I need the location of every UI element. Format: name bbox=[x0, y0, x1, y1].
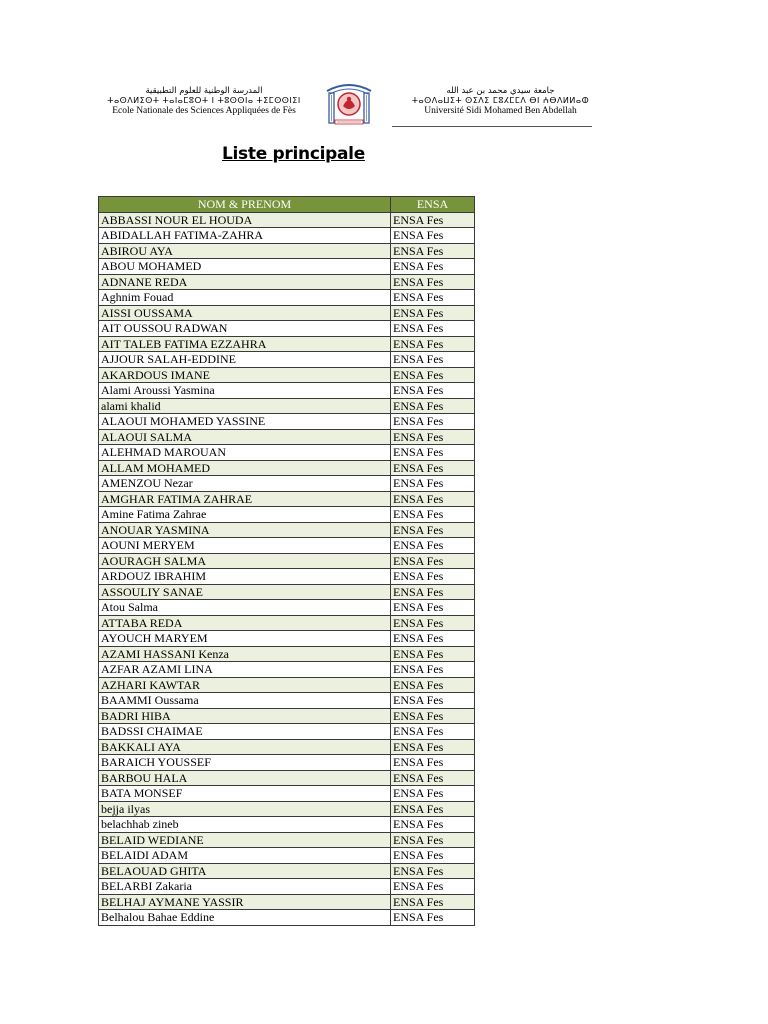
table-row bbox=[99, 522, 475, 538]
table-row bbox=[99, 708, 475, 724]
student-name-cell: Alami Aroussi Yasmina bbox=[99, 383, 391, 399]
table-row bbox=[99, 724, 475, 740]
page-title: Liste principale bbox=[222, 144, 365, 164]
school-cell: ENSA Fes bbox=[391, 739, 475, 755]
school-cell: ENSA Fes bbox=[391, 460, 475, 476]
student-name-cell: AOUNI MERYEM bbox=[99, 538, 391, 554]
school-cell: ENSA Fes bbox=[391, 817, 475, 833]
table-row bbox=[99, 243, 475, 259]
student-name-cell: AIT TALEB FATIMA EZZAHRA bbox=[99, 336, 391, 352]
table-header-row bbox=[99, 197, 475, 213]
university-name-arabic: جامعة سيدي محمد بن عبد الله bbox=[446, 86, 555, 96]
school-cell: ENSA Fes bbox=[391, 615, 475, 631]
university-crest-icon bbox=[321, 77, 377, 129]
table-row bbox=[99, 631, 475, 647]
student-name-cell: alami khalid bbox=[99, 398, 391, 414]
student-name-cell: AMENZOU Nezar bbox=[99, 476, 391, 492]
student-name-cell: AOURAGH SALMA bbox=[99, 553, 391, 569]
table-row bbox=[99, 910, 475, 926]
table-row bbox=[99, 801, 475, 817]
school-cell: ENSA Fes bbox=[391, 383, 475, 399]
column-header-name: NOM & PRENOM bbox=[99, 197, 391, 213]
school-cell: ENSA Fes bbox=[391, 801, 475, 817]
student-name-cell: Atou Salma bbox=[99, 600, 391, 616]
table-row bbox=[99, 894, 475, 910]
student-name-cell: ALAOUI SALMA bbox=[99, 429, 391, 445]
student-name-cell: AYOUCH MARYEM bbox=[99, 631, 391, 647]
table-row bbox=[99, 414, 475, 430]
school-cell: ENSA Fes bbox=[391, 569, 475, 585]
school-cell: ENSA Fes bbox=[391, 476, 475, 492]
university-name-tifinagh: ⵜⴰⵙⴷⴰⵡⵉⵜ ⵙⵉⴷⵉ ⵎⵓⵃⵎⵎⴷ ⴱⵏ ⵄⴱⴷⵍⵍⴰⵀ bbox=[411, 96, 590, 105]
student-name-cell: bejja ilyas bbox=[99, 801, 391, 817]
table-row bbox=[99, 600, 475, 616]
school-cell: ENSA Fes bbox=[391, 212, 475, 228]
student-name-cell: ABIDALLAH FATIMA-ZAHRA bbox=[99, 228, 391, 244]
table-row bbox=[99, 755, 475, 771]
university-header bbox=[408, 86, 593, 117]
student-name-cell: ANOUAR YASMINA bbox=[99, 522, 391, 538]
table-row bbox=[99, 445, 475, 461]
student-name-cell: BELAIDI ADAM bbox=[99, 848, 391, 864]
school-cell: ENSA Fes bbox=[391, 677, 475, 693]
table-row bbox=[99, 553, 475, 569]
student-name-cell: ALLAM MOHAMED bbox=[99, 460, 391, 476]
school-cell: ENSA Fes bbox=[391, 414, 475, 430]
school-cell: ENSA Fes bbox=[391, 538, 475, 554]
student-name-cell: AIT OUSSOU RADWAN bbox=[99, 321, 391, 337]
student-name-cell: BATA MONSEF bbox=[99, 786, 391, 802]
student-name-cell: ABOU MOHAMED bbox=[99, 259, 391, 275]
table-row bbox=[99, 228, 475, 244]
school-cell: ENSA Fes bbox=[391, 879, 475, 895]
table-row bbox=[99, 693, 475, 709]
school-cell: ENSA Fes bbox=[391, 321, 475, 337]
school-cell: ENSA Fes bbox=[391, 693, 475, 709]
student-name-cell: ATTABA REDA bbox=[99, 615, 391, 631]
table-row bbox=[99, 786, 475, 802]
student-name-cell: BELAID WEDIANE bbox=[99, 832, 391, 848]
school-cell: ENSA Fes bbox=[391, 786, 475, 802]
school-cell: ENSA Fes bbox=[391, 445, 475, 461]
school-cell: ENSA Fes bbox=[391, 832, 475, 848]
student-name-cell: BAKKALI AYA bbox=[99, 739, 391, 755]
student-name-cell: ABIROU AYA bbox=[99, 243, 391, 259]
table-row bbox=[99, 398, 475, 414]
student-name-cell: BELAOUAD GHITA bbox=[99, 863, 391, 879]
student-name-cell: AMGHAR FATIMA ZAHRAE bbox=[99, 491, 391, 507]
school-cell: ENSA Fes bbox=[391, 367, 475, 383]
student-name-cell: Amine Fatima Zahrae bbox=[99, 507, 391, 523]
table-row bbox=[99, 352, 475, 368]
student-name-cell: AKARDOUS IMANE bbox=[99, 367, 391, 383]
school-cell: ENSA Fes bbox=[391, 228, 475, 244]
student-name-cell: BARAICH YOUSSEF bbox=[99, 755, 391, 771]
table-row bbox=[99, 538, 475, 554]
school-cell: ENSA Fes bbox=[391, 243, 475, 259]
student-name-cell: BELHAJ AYMANE YASSIR bbox=[99, 894, 391, 910]
table-row bbox=[99, 321, 475, 337]
student-name-cell: AZAMI HASSANI Kenza bbox=[99, 646, 391, 662]
table-row bbox=[99, 305, 475, 321]
header-divider bbox=[392, 126, 592, 127]
table-row bbox=[99, 367, 475, 383]
table-row bbox=[99, 476, 475, 492]
student-name-cell: BADRI HIBA bbox=[99, 708, 391, 724]
school-cell: ENSA Fes bbox=[391, 336, 475, 352]
student-list-table bbox=[98, 196, 475, 926]
school-cell: ENSA Fes bbox=[391, 429, 475, 445]
ensa-header bbox=[104, 86, 304, 117]
table-body bbox=[99, 212, 475, 925]
table-row bbox=[99, 832, 475, 848]
student-name-cell: AZHARI KAWTAR bbox=[99, 677, 391, 693]
table-row bbox=[99, 739, 475, 755]
school-cell: ENSA Fes bbox=[391, 584, 475, 600]
student-name-cell: BARBOU HALA bbox=[99, 770, 391, 786]
student-name-cell: ALAOUI MOHAMED YASSINE bbox=[99, 414, 391, 430]
student-name-cell: AISSI OUSSAMA bbox=[99, 305, 391, 321]
school-cell: ENSA Fes bbox=[391, 708, 475, 724]
table-row bbox=[99, 817, 475, 833]
student-name-cell: Belhalou Bahae Eddine bbox=[99, 910, 391, 926]
school-cell: ENSA Fes bbox=[391, 724, 475, 740]
school-cell: ENSA Fes bbox=[391, 522, 475, 538]
school-cell: ENSA Fes bbox=[391, 894, 475, 910]
school-cell: ENSA Fes bbox=[391, 259, 475, 275]
table-row bbox=[99, 274, 475, 290]
table-row bbox=[99, 336, 475, 352]
student-name-cell: AZFAR AZAMI LINA bbox=[99, 662, 391, 678]
student-name-cell: ASSOULIY SANAE bbox=[99, 584, 391, 600]
table-row bbox=[99, 383, 475, 399]
student-name-cell: BADSSI CHAIMAE bbox=[99, 724, 391, 740]
table-row bbox=[99, 584, 475, 600]
ensa-name-arabic: المدرسة الوطنية للعلوم التطبيقية bbox=[145, 86, 263, 96]
table-row bbox=[99, 212, 475, 228]
school-cell: ENSA Fes bbox=[391, 848, 475, 864]
school-cell: ENSA Fes bbox=[391, 305, 475, 321]
school-cell: ENSA Fes bbox=[391, 770, 475, 786]
school-cell: ENSA Fes bbox=[391, 755, 475, 771]
table-row bbox=[99, 507, 475, 523]
table-row bbox=[99, 646, 475, 662]
student-name-cell: BAAMMI Oussama bbox=[99, 693, 391, 709]
student-name-cell: ARDOUZ IBRAHIM bbox=[99, 569, 391, 585]
school-cell: ENSA Fes bbox=[391, 553, 475, 569]
school-cell: ENSA Fes bbox=[391, 631, 475, 647]
table-row bbox=[99, 677, 475, 693]
student-name-cell: belachhab zineb bbox=[99, 817, 391, 833]
student-name-cell: AJJOUR SALAH-EDDINE bbox=[99, 352, 391, 368]
table-row bbox=[99, 879, 475, 895]
school-cell: ENSA Fes bbox=[391, 662, 475, 678]
school-cell: ENSA Fes bbox=[391, 600, 475, 616]
table-row bbox=[99, 290, 475, 306]
table-row bbox=[99, 259, 475, 275]
student-name-cell: ALEHMAD MAROUAN bbox=[99, 445, 391, 461]
table-row bbox=[99, 770, 475, 786]
school-cell: ENSA Fes bbox=[391, 507, 475, 523]
column-header-ensa: ENSA bbox=[391, 197, 475, 213]
student-name-cell: ADNANE REDA bbox=[99, 274, 391, 290]
student-name-cell: ABBASSI NOUR EL HOUDA bbox=[99, 212, 391, 228]
school-cell: ENSA Fes bbox=[391, 352, 475, 368]
school-cell: ENSA Fes bbox=[391, 910, 475, 926]
school-cell: ENSA Fes bbox=[391, 398, 475, 414]
table-row bbox=[99, 569, 475, 585]
table-row bbox=[99, 848, 475, 864]
school-cell: ENSA Fes bbox=[391, 274, 475, 290]
school-cell: ENSA Fes bbox=[391, 491, 475, 507]
ensa-name-tifinagh: ⵜⴰⵙⴷⵍⵉⵙⵜ ⵜⴰⵏⴰⵎⵓⵔⵜ ⵏ ⵜⵓⵙⵙⵏⴰ ⵜⵉⵎⵙⵙⵏⵉⵏ bbox=[107, 96, 301, 105]
table-row bbox=[99, 615, 475, 631]
table-row bbox=[99, 662, 475, 678]
student-name-cell: Aghnim Fouad bbox=[99, 290, 391, 306]
school-cell: ENSA Fes bbox=[391, 290, 475, 306]
school-cell: ENSA Fes bbox=[391, 863, 475, 879]
table-row bbox=[99, 491, 475, 507]
university-name-latin: Université Sidi Mohamed Ben Abdellah bbox=[424, 106, 577, 116]
table-row bbox=[99, 460, 475, 476]
student-name-cell: BELARBI Zakaria bbox=[99, 879, 391, 895]
school-cell: ENSA Fes bbox=[391, 646, 475, 662]
table-row bbox=[99, 863, 475, 879]
table-row bbox=[99, 429, 475, 445]
ensa-name-latin: Ecole Nationale des Sciences Appliquées de Fès bbox=[112, 106, 296, 116]
